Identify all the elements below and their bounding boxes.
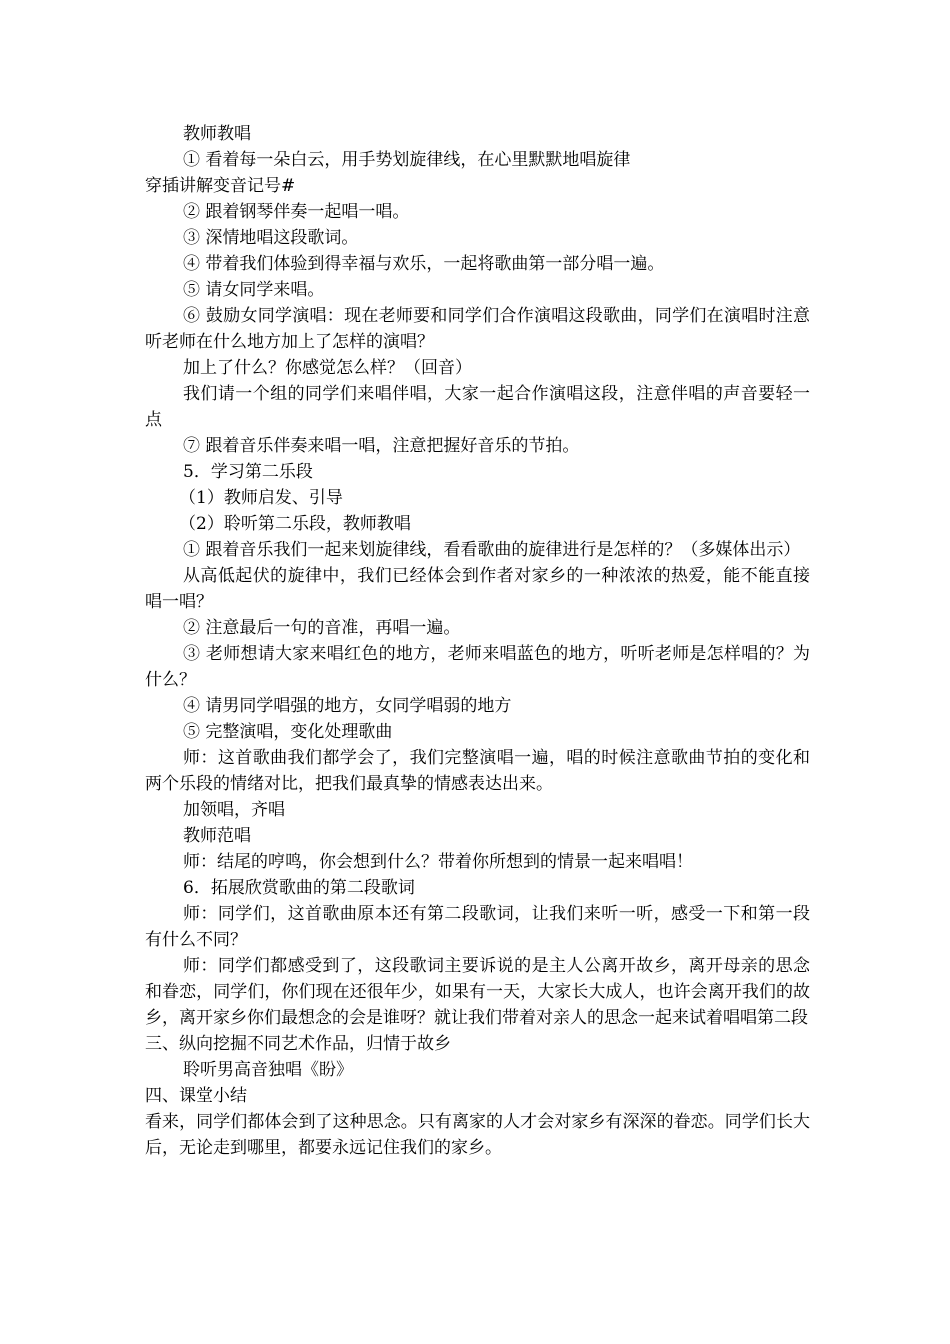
paragraph: ① 跟着音乐我们一起来划旋律线，看看歌曲的旋律进行是怎样的？（多媒体出示） xyxy=(183,540,801,560)
paragraph: ③ 老师想请大家来唱红色的地方，老师来唱蓝色的地方，听听老师是怎样唱的？为什么？ xyxy=(145,644,810,690)
text-line: 教师范唱 xyxy=(183,826,251,846)
text-line: ⑤ 完整演唱，变化处理歌曲 xyxy=(183,722,393,742)
text-line: ⑤ 请女同学来唱。 xyxy=(183,280,325,300)
text-line: ④ 带着我们体验到得幸福与欢乐，一起将歌曲第一部分唱一遍。 xyxy=(183,254,665,274)
text-line: ② 注意最后一句的音准，再唱一遍。 xyxy=(183,618,461,638)
paragraph: 从高低起伏的旋律中，我们已经体会到作者对家乡的一种浓浓的热爱，能不能直接唱一唱？ xyxy=(145,566,810,612)
paragraph: 师：同学们，这首歌曲原本还有第二段歌词，让我们来听一听，感受一下和第一段有什么不同？ xyxy=(145,904,810,950)
paragraph: 师：同学们都感受到了，这段歌词主要诉说的是主人公离开故乡，离开母亲的思念和眷恋，同学们，你们现在还很年少，如果有一天，大家长大成人，也许会离开我们的故乡，离开家乡你们最想念的会是谁呀？就让我们带着对亲人的思念一起来试着唱唱第二段 xyxy=(145,956,810,1028)
text-line: 四、课堂小结 xyxy=(145,1086,247,1106)
paragraph: 师：这首歌曲我们都学会了，我们完整演唱一遍，唱的时候注意歌曲节拍的变化和两个乐段的情绪对比，把我们最真挚的情感表达出来。 xyxy=(145,748,810,794)
paragraph: ⑥ 鼓励女同学演唱：现在老师要和同学们合作演唱这段歌曲，同学们在演唱时注意听老师在什么地方加上了怎样的演唱？ xyxy=(145,306,810,352)
paragraph: 看来，同学们都体会到了这种思念。只有离家的人才会对家乡有深深的眷恋。同学们长大后，无论走到哪里，都要永远记住我们的家乡。 xyxy=(145,1112,810,1158)
text-line: 教师教唱 xyxy=(183,124,251,144)
text-line: （2）聆听第二乐段，教师教唱 xyxy=(179,514,411,534)
text-line: 师：结尾的哼鸣，你会想到什么？带着你所想到的情景一起来唱唱！ xyxy=(183,852,693,872)
text-line: 加上了什么？你感觉怎么样？（回音） xyxy=(183,358,472,378)
paragraph: 我们请一个组的同学们来唱伴唱，大家一起合作演唱这段，注意伴唱的声音要轻一点 xyxy=(145,384,810,430)
text-line: ⑦ 跟着音乐伴奏来唱一唱，注意把握好音乐的节拍。 xyxy=(183,436,580,456)
text-line: ① 看着每一朵白云，用手势划旋律线，在心里默默地唱旋律 xyxy=(183,150,631,170)
text-line: （1）教师启发、引导 xyxy=(179,488,343,508)
text-line: 穿插讲解变音记号# xyxy=(145,176,296,196)
text-line: 6．拓展欣赏歌曲的第二段歌词 xyxy=(183,878,415,898)
text-line: ④ 请男同学唱强的地方，女同学唱弱的地方 xyxy=(183,696,512,716)
text-line: 5．学习第二乐段 xyxy=(183,462,313,482)
text-line: 聆听男高音独唱《盼》 xyxy=(183,1060,353,1080)
document-page xyxy=(145,121,810,1161)
text-line: ③ 深情地唱这段歌词。 xyxy=(183,228,359,248)
text-line: 加领唱，齐唱 xyxy=(183,800,285,820)
text-line: 三、纵向挖掘不同艺术作品，归情于故乡 xyxy=(145,1034,451,1054)
text-line: ② 跟着钢琴伴奏一起唱一唱。 xyxy=(183,202,410,222)
